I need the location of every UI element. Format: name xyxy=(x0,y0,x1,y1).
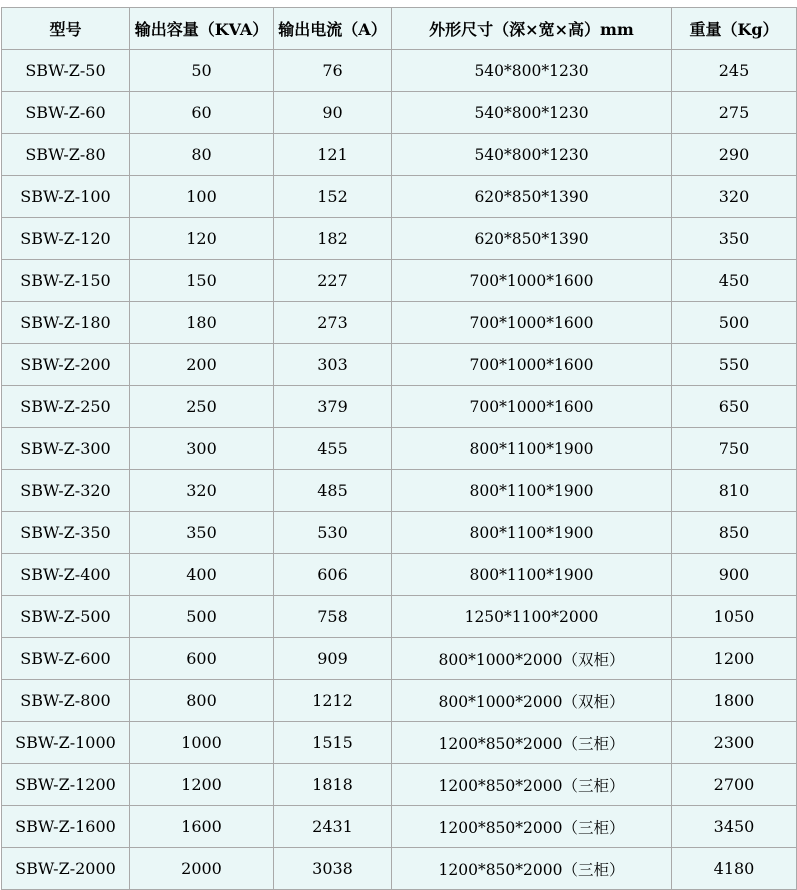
cell-current: 121 xyxy=(274,134,392,176)
table-row xyxy=(2,722,797,764)
header-model: 型号 xyxy=(2,8,130,50)
cell-weight: 245 xyxy=(672,50,797,92)
cell-current: 3038 xyxy=(274,848,392,890)
table-header-row xyxy=(2,8,797,50)
cell-current: 758 xyxy=(274,596,392,638)
table-row xyxy=(2,596,797,638)
table-row xyxy=(2,680,797,722)
cell-dimensions: 800*1100*1900 xyxy=(392,512,672,554)
cell-dimensions: 800*1100*1900 xyxy=(392,554,672,596)
cell-capacity: 320 xyxy=(130,470,274,512)
cell-current: 909 xyxy=(274,638,392,680)
table-row xyxy=(2,92,797,134)
cell-model: SBW-Z-320 xyxy=(2,470,130,512)
cell-weight: 450 xyxy=(672,260,797,302)
cell-current: 182 xyxy=(274,218,392,260)
cell-model: SBW-Z-150 xyxy=(2,260,130,302)
cell-current: 227 xyxy=(274,260,392,302)
cell-model: SBW-Z-500 xyxy=(2,596,130,638)
cell-dimensions: 800*1000*2000（双柜） xyxy=(392,638,672,680)
cell-current: 2431 xyxy=(274,806,392,848)
cell-dimensions: 1200*850*2000（三柜） xyxy=(392,764,672,806)
cell-current: 90 xyxy=(274,92,392,134)
header-capacity: 输出容量（KVA） xyxy=(130,8,274,50)
cell-weight: 1200 xyxy=(672,638,797,680)
cell-dimensions: 800*1000*2000（双柜） xyxy=(392,680,672,722)
cell-capacity: 100 xyxy=(130,176,274,218)
cell-current: 303 xyxy=(274,344,392,386)
cell-model: SBW-Z-100 xyxy=(2,176,130,218)
cell-model: SBW-Z-250 xyxy=(2,386,130,428)
table-row xyxy=(2,764,797,806)
cell-capacity: 120 xyxy=(130,218,274,260)
cell-dimensions: 540*800*1230 xyxy=(392,92,672,134)
cell-capacity: 800 xyxy=(130,680,274,722)
table-row xyxy=(2,554,797,596)
table-row xyxy=(2,344,797,386)
cell-weight: 650 xyxy=(672,386,797,428)
table-row xyxy=(2,638,797,680)
cell-weight: 2700 xyxy=(672,764,797,806)
cell-weight: 3450 xyxy=(672,806,797,848)
cell-weight: 1800 xyxy=(672,680,797,722)
cell-capacity: 350 xyxy=(130,512,274,554)
cell-capacity: 50 xyxy=(130,50,274,92)
cell-weight: 810 xyxy=(672,470,797,512)
table-row xyxy=(2,218,797,260)
cell-current: 379 xyxy=(274,386,392,428)
cell-dimensions: 700*1000*1600 xyxy=(392,344,672,386)
spec-table xyxy=(1,7,797,890)
table-row xyxy=(2,806,797,848)
cell-capacity: 250 xyxy=(130,386,274,428)
cell-model: SBW-Z-180 xyxy=(2,302,130,344)
cell-model: SBW-Z-2000 xyxy=(2,848,130,890)
table-row xyxy=(2,176,797,218)
cell-model: SBW-Z-60 xyxy=(2,92,130,134)
cell-dimensions: 700*1000*1600 xyxy=(392,260,672,302)
cell-capacity: 180 xyxy=(130,302,274,344)
cell-dimensions: 700*1000*1600 xyxy=(392,386,672,428)
cell-current: 1818 xyxy=(274,764,392,806)
cell-capacity: 2000 xyxy=(130,848,274,890)
cell-model: SBW-Z-1000 xyxy=(2,722,130,764)
cell-dimensions: 620*850*1390 xyxy=(392,218,672,260)
cell-model: SBW-Z-1200 xyxy=(2,764,130,806)
cell-capacity: 150 xyxy=(130,260,274,302)
cell-weight: 2300 xyxy=(672,722,797,764)
cell-weight: 750 xyxy=(672,428,797,470)
header-dimensions: 外形尺寸（深×宽×高）mm xyxy=(392,8,672,50)
cell-dimensions: 1200*850*2000（三柜） xyxy=(392,848,672,890)
table-row xyxy=(2,848,797,890)
table-body xyxy=(2,50,797,890)
cell-weight: 850 xyxy=(672,512,797,554)
cell-weight: 550 xyxy=(672,344,797,386)
header-current: 输出电流（A） xyxy=(274,8,392,50)
cell-weight: 290 xyxy=(672,134,797,176)
cell-weight: 320 xyxy=(672,176,797,218)
cell-current: 1212 xyxy=(274,680,392,722)
cell-model: SBW-Z-400 xyxy=(2,554,130,596)
cell-current: 152 xyxy=(274,176,392,218)
cell-current: 76 xyxy=(274,50,392,92)
cell-model: SBW-Z-80 xyxy=(2,134,130,176)
cell-model: SBW-Z-800 xyxy=(2,680,130,722)
cell-current: 455 xyxy=(274,428,392,470)
cell-model: SBW-Z-1600 xyxy=(2,806,130,848)
table-row xyxy=(2,302,797,344)
cell-capacity: 400 xyxy=(130,554,274,596)
table-row xyxy=(2,260,797,302)
cell-current: 606 xyxy=(274,554,392,596)
cell-model: SBW-Z-300 xyxy=(2,428,130,470)
cell-dimensions: 1250*1100*2000 xyxy=(392,596,672,638)
cell-capacity: 200 xyxy=(130,344,274,386)
cell-current: 530 xyxy=(274,512,392,554)
table-row xyxy=(2,428,797,470)
cell-model: SBW-Z-200 xyxy=(2,344,130,386)
cell-current: 485 xyxy=(274,470,392,512)
cell-model: SBW-Z-50 xyxy=(2,50,130,92)
cell-current: 273 xyxy=(274,302,392,344)
cell-weight: 500 xyxy=(672,302,797,344)
cell-model: SBW-Z-600 xyxy=(2,638,130,680)
cell-weight: 4180 xyxy=(672,848,797,890)
cell-weight: 275 xyxy=(672,92,797,134)
cell-weight: 900 xyxy=(672,554,797,596)
cell-dimensions: 1200*850*2000（三柜） xyxy=(392,722,672,764)
cell-dimensions: 1200*850*2000（三柜） xyxy=(392,806,672,848)
cell-dimensions: 540*800*1230 xyxy=(392,134,672,176)
cell-weight: 350 xyxy=(672,218,797,260)
cell-dimensions: 800*1100*1900 xyxy=(392,470,672,512)
cell-model: SBW-Z-120 xyxy=(2,218,130,260)
cell-capacity: 1000 xyxy=(130,722,274,764)
table-row xyxy=(2,386,797,428)
table-row xyxy=(2,50,797,92)
cell-dimensions: 620*850*1390 xyxy=(392,176,672,218)
cell-current: 1515 xyxy=(274,722,392,764)
cell-capacity: 300 xyxy=(130,428,274,470)
table-row xyxy=(2,470,797,512)
cell-dimensions: 800*1100*1900 xyxy=(392,428,672,470)
cell-capacity: 1600 xyxy=(130,806,274,848)
cell-dimensions: 540*800*1230 xyxy=(392,50,672,92)
cell-capacity: 500 xyxy=(130,596,274,638)
cell-weight: 1050 xyxy=(672,596,797,638)
cell-model: SBW-Z-350 xyxy=(2,512,130,554)
header-weight: 重量（Kg） xyxy=(672,8,797,50)
cell-capacity: 600 xyxy=(130,638,274,680)
cell-capacity: 60 xyxy=(130,92,274,134)
cell-capacity: 80 xyxy=(130,134,274,176)
cell-dimensions: 700*1000*1600 xyxy=(392,302,672,344)
table-row xyxy=(2,134,797,176)
cell-capacity: 1200 xyxy=(130,764,274,806)
table-row xyxy=(2,512,797,554)
